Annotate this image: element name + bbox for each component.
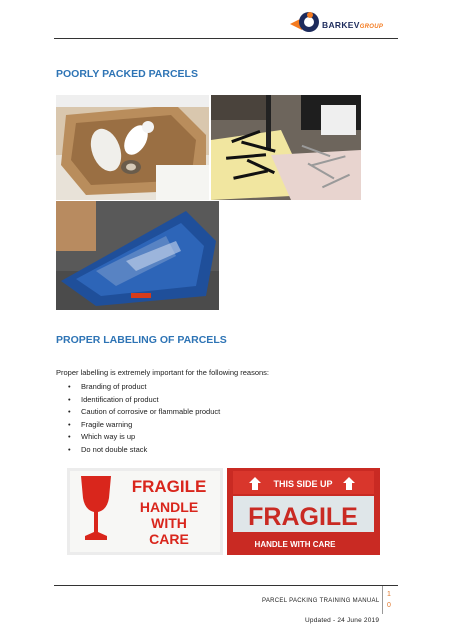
list-item-text: Which way is up [81, 432, 136, 441]
bullet-icon: • [68, 382, 71, 391]
bullet-icon: • [68, 394, 71, 404]
reasons-list [68, 381, 220, 456]
list-item [68, 394, 220, 407]
bullet-icon: • [68, 432, 71, 441]
label-handle-text: HANDLE [139, 499, 199, 515]
label-with-text: WITH [151, 515, 187, 531]
label-care-text: CARE [149, 531, 189, 547]
logo-wordmark [322, 20, 383, 30]
label-handle-with-care-text: HANDLE WITH CARE [254, 540, 336, 549]
page-number-digit: 0 [387, 602, 391, 609]
this-side-up-fragile-label [227, 468, 380, 555]
list-item-text: Identification of product [81, 394, 159, 404]
footer-updated-date: Updated - 24 June 2019 [305, 617, 380, 624]
bullet-icon: • [68, 419, 71, 429]
list-item-text: Branding of product [81, 382, 147, 391]
list-item-text: Caution of corrosive or flammable product [81, 407, 221, 416]
list-item-text: Do not double stack [81, 444, 148, 454]
list-item [68, 431, 220, 444]
poorly-packed-heading: POORLY PACKED PARCELS [56, 68, 198, 80]
footer-manual-title: PARCEL PACKING TRAINING MANUAL [262, 598, 380, 604]
label-fragile-big-text: FRAGILE [248, 503, 358, 531]
fragile-handle-with-care-label [67, 468, 223, 555]
list-item [68, 381, 220, 394]
labeling-intro: Proper labelling is extremely important for the following reasons: [56, 368, 270, 377]
list-item [68, 419, 220, 432]
loose-parts-desk-photo [211, 95, 361, 200]
list-item-text: Fragile warning [81, 419, 133, 429]
footer-rule [54, 585, 398, 586]
bullet-icon: • [68, 444, 71, 454]
bullet-icon: • [68, 407, 71, 416]
logo-name: BARKEV [322, 20, 360, 30]
label-fragile-text: FRAGILE [131, 477, 207, 496]
page-number [382, 586, 398, 614]
proper-labeling-heading: PROPER LABELING OF PARCELS [56, 334, 227, 346]
list-item [68, 444, 220, 457]
plastic-wrapped-parcel-photo [56, 201, 219, 310]
list-item [68, 406, 220, 419]
label-this-side-up-text: THIS SIDE UP [273, 479, 333, 489]
poorly-packed-box-photo [56, 95, 209, 200]
logo-group: GROUP [359, 24, 384, 30]
page-number-digit: 1 [387, 591, 391, 598]
logo-mark-icon [288, 6, 320, 36]
header-rule [54, 38, 398, 39]
barkev-logo [288, 6, 400, 36]
